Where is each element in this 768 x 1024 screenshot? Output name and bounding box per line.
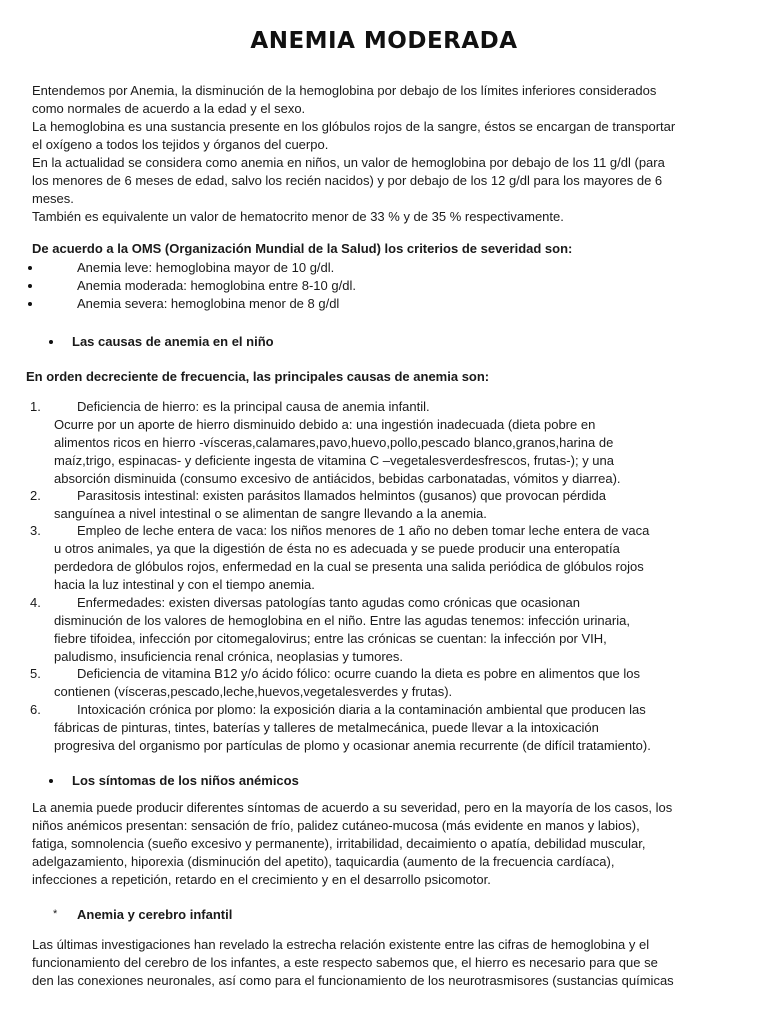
symptoms-line: niños anémicos presentan: sensación de frío, palidez cutáneo-mucosa (más evidente en manos y labios),	[32, 818, 640, 833]
intro-line: También es equivalente un valor de hematocrito menor de 33 % y de 35 % respectivamente.	[32, 209, 564, 224]
cause-line: fábricas de pinturas, tintes, baterías y talleres de metalmecánica, puede llevar a la intoxicación	[54, 720, 599, 735]
cause-item	[30, 487, 606, 523]
cause-line: perdedora de glóbulos rojos, enfermedad en la cual se presenta una salida periódica de glóbulos rojos	[54, 559, 644, 574]
cause-line: Intoxicación crónica por plomo: la exposición diaria a la contaminación ambiental que producen las	[77, 702, 646, 717]
cause-line: fiebre tifoidea, infección por citomegalovirus; entre las crónicas se cuentan: la infección por VIH,	[54, 631, 607, 646]
cause-item	[30, 665, 640, 701]
symptoms-paragraph	[32, 799, 672, 889]
cause-line: progresiva del organismo por partículas de plomo y ocasionar anemia recurrente (de difícil tratamiento).	[54, 738, 651, 753]
cause-number: 5.	[30, 666, 41, 681]
cause-line: hacia la luz intestinal y con el tiempo anemia.	[54, 577, 315, 592]
symptoms-line: La anemia puede producir diferentes síntomas de acuerdo a su severidad, pero en la mayoría de los casos, los	[32, 800, 673, 815]
intro-line: Entendemos por Anemia, la disminución de la hemoglobina por debajo de los límites inferiores considerados	[32, 83, 657, 98]
intro-paragraph	[32, 82, 675, 226]
brain-paragraph	[32, 936, 674, 990]
intro-line: La hemoglobina es una sustancia presente en los glóbulos rojos de la sangre, éstos se encargan de transportar	[32, 119, 676, 134]
bullet-icon	[49, 340, 53, 344]
cause-item	[30, 701, 651, 755]
cause-item	[30, 594, 630, 666]
causes-intro: En orden decreciente de frecuencia, las principales causas de anemia son:	[26, 369, 490, 384]
bullet-icon	[49, 779, 53, 783]
cause-line: alimentos ricos en hierro -vísceras,calamares,pavo,huevo,pollo,pescado blanco,granos,harina de	[54, 435, 614, 450]
cause-number: 4.	[30, 595, 41, 610]
bullet-icon	[28, 302, 32, 306]
cause-line: Parasitosis intestinal: existen parásitos llamados helmintos (gusanos) que provocan pérdida	[77, 488, 606, 503]
brain-line: den las conexiones neuronales, así como para el funcionamiento de los neurotrasmisores (sustancias químicas	[32, 973, 674, 988]
cause-number: 2.	[30, 488, 41, 503]
cause-line: u otros animales, ya que la digestión de ésta no es adecuada y se puede producir una enteropatía	[54, 541, 620, 556]
intro-line: En la actualidad se considera como anemia en niños, un valor de hemoglobina por debajo de los 11 g/dl (para	[32, 155, 665, 170]
cause-line: disminución de los valores de hemoglobina en el niño. Entre las agudas tenemos: infección urinaria,	[54, 613, 630, 628]
bullet-icon	[28, 284, 32, 288]
symptoms-heading: Los síntomas de los niños anémicos	[72, 773, 299, 788]
intro-line: el oxígeno a todos los tejidos y órganos del cuerpo.	[32, 137, 329, 152]
cause-line: Deficiencia de vitamina B12 y/o ácido fólico: ocurre cuando la dieta es pobre en alimentos que los	[77, 666, 640, 681]
cause-line: Empleo de leche entera de vaca: los niños menores de 1 año no deben tomar leche entera de vaca	[77, 523, 650, 538]
cause-line: contienen (vísceras,pescado,leche,huevos,vegetalesverdes y frutas).	[54, 684, 453, 699]
cause-line: paludismo, insuficiencia renal crónica, neoplasias y tumores.	[54, 649, 404, 664]
cause-line: maíz,trigo, espinacas- y deficiente ingesta de vitamina C –vegetalesverdesfrescos, frutas-); y una	[54, 453, 614, 468]
intro-line: como normales de acuerdo a la edad y el sexo.	[32, 101, 306, 116]
intro-line: los menores de 6 meses de edad, salvo los recién nacidos) y por debajo de los 12 g/dl para los mayores de 6	[32, 173, 663, 188]
severity-item: Anemia severa: hemoglobina menor de 8 g/dl	[77, 296, 340, 311]
cause-item	[30, 398, 621, 488]
symptoms-line: fatiga, somnolencia (sueño excesivo y permanente), irritabilidad, decaimiento o apatía, debilidad muscular,	[32, 836, 646, 851]
cause-item	[30, 522, 649, 594]
oms-heading: De acuerdo a la OMS (Organización Mundial de la Salud) los criterios de severidad son:	[32, 241, 573, 256]
cause-line: sanguínea a nivel intestinal o se alimentan de sangre llevando a la anemia.	[54, 506, 487, 521]
asterisk-bullet-icon: *	[53, 908, 58, 920]
cause-line: Ocurre por un aporte de hierro disminuido debido a: una ingestión inadecuada (dieta pobre en	[54, 417, 596, 432]
severity-item: Anemia leve: hemoglobina mayor de 10 g/dl.	[77, 260, 335, 275]
cause-number: 6.	[30, 702, 41, 717]
causes-heading: Las causas de anemia en el niño	[72, 334, 274, 349]
brain-line: funcionamiento del cerebro de los infantes, a este respecto sabemos que, el hierro es necesario para que se	[32, 955, 658, 970]
page-title: ANEMIA MODERADA	[250, 28, 518, 54]
intro-line: meses.	[32, 191, 74, 206]
bullet-icon	[28, 266, 32, 270]
cause-line: Deficiencia de hierro: es la principal causa de anemia infantil.	[77, 399, 430, 414]
cause-line: Enfermedades: existen diversas patologías tanto agudas como crónicas que ocasionan	[77, 595, 580, 610]
cause-number: 1.	[30, 399, 41, 414]
cause-line: absorción disminuida (consumo excesivo de antiácidos, bebidas carbonatadas, vómitos y diarrea).	[54, 471, 621, 486]
brain-line: Las últimas investigaciones han revelado la estrecha relación existente entre las cifras de hemoglobina y el	[32, 937, 650, 952]
severity-item: Anemia moderada: hemoglobina entre 8-10 g/dl.	[77, 278, 356, 293]
symptoms-line: adelgazamiento, hiporexia (disminución del apetito), taquicardia (aumento de la frecuencia cardíaca),	[32, 854, 615, 869]
brain-heading: Anemia y cerebro infantil	[77, 907, 233, 922]
symptoms-line: infecciones a repetición, retardo en el crecimiento y en el desarrollo psicomotor.	[32, 872, 491, 887]
cause-number: 3.	[30, 523, 41, 538]
